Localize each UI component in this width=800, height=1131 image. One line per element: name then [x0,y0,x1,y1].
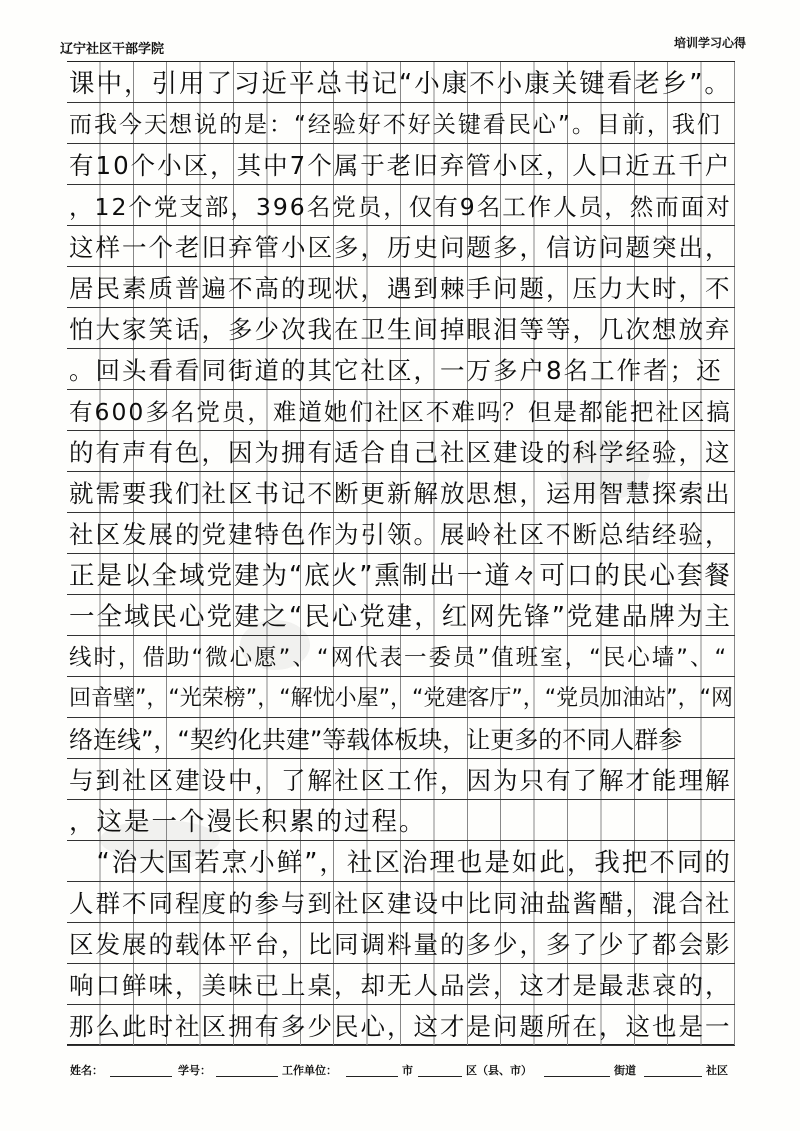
line-text: 社区发展的党建特色作为引领。展岭社区不断总结经验， [69,520,732,549]
text-line [67,800,735,841]
text-line [67,226,735,267]
line-text: 回音壁”，“光荣榜”，“解忧小屋”，“党建客厅”，“党员加油站”，“网 [69,686,733,711]
community-field [644,1076,702,1077]
line-text: 响口鲜味，美味已上桌，却无人品尝，这才是最悲哀的， [69,971,732,1000]
student-id-label: 学号： [178,1064,211,1077]
text-line [67,472,735,513]
text-line [67,144,735,185]
writing-grid [67,61,735,1045]
community-label: 社区 [706,1064,728,1077]
line-text: 线时，借助“微心愿”、“网代表一委员”值班室，“民心墙”、“ [69,645,729,671]
document-type: 培训学习心得 [673,36,746,50]
line-text: 那么此时社区拥有多少民心，这才是问题所在，这也是一 [69,1012,732,1041]
text-line [67,841,735,882]
text-line [67,677,735,718]
district-field [418,1076,462,1077]
text-line [67,185,735,226]
line-text: 有600多名党员，难道她们社区不难吗？但是都能把社区搞 [69,398,732,426]
work-unit-label: 工作单位： [282,1064,337,1077]
text-line [67,349,735,390]
text-line [67,267,735,308]
line-text: 就需要我们社区书记不断更新解放思想，运用智慧探索出 [69,479,732,508]
line-text: 怕大家笑话，多少次我在卫生间掉眼泪等等，几次想放弃 [69,315,732,344]
text-line [67,513,735,554]
text-line [67,554,735,595]
line-text: 一全域民心党建之“民心党建，红网先锋”党建品牌为主 [69,602,732,632]
name-field [110,1076,172,1077]
district-label: 区（县、市） [466,1064,532,1077]
city-field [346,1076,398,1077]
text-line [67,431,735,472]
text-line [67,1005,735,1046]
line-text: 络连线”，“契约化共建”等载体板块，让更多的不同人群参 [69,726,683,754]
line-text: 有10个小区，其中7个属于老旧弃管小区，人口近五千户 [69,151,732,180]
student-id-field [216,1076,278,1077]
text-line [67,595,735,636]
text-line [67,636,735,677]
page-header [48,26,752,56]
line-text: 课中，引用了习近平总书记“小康不小康关键看老乡”。 [69,69,732,99]
city-label: 市 [402,1064,413,1077]
line-text: 正是以全域党建为“底火”熏制出一道々可口的民心套餐 [69,561,732,591]
name-label: 姓名： [70,1064,103,1077]
line-text: ，12个党支部，396名党员，仅有9名工作人员，然而面对 [69,193,732,221]
line-text: 这样一个老旧弃管小区多，历史问题多，信访问题突出， [69,233,732,262]
text-line [67,62,735,103]
text-line [67,390,735,431]
line-text: ，这是一个漫长积累的过程。 [69,807,427,837]
line-text: 居民素质普遍不高的现状，遇到棘手问题，压力大时，不 [69,274,732,303]
text-line [67,718,735,759]
text-line [67,964,735,1005]
text-line [67,308,735,349]
line-text: 的有声有色，因为拥有适合自己社区建设的科学经验，这 [69,438,732,467]
line-text: 而我今天想说的是：“经验好不好关键看民心”。目前，我们 [69,112,722,138]
line-text: 人群不同程度的参与到社区建设中比同油盐酱醋，混合社 [69,889,732,918]
text-line [67,759,735,800]
page-footer [70,1056,750,1086]
street-label: 街道 [614,1064,636,1077]
text-line [67,923,735,964]
text-line [67,882,735,923]
school-name: 辽宁社区干部学院 [60,42,165,57]
line-text: “治大国若烹小鲜”，社区治理也是如此，我把不同的 [69,848,732,878]
line-text: 与到社区建设中，了解社区工作，因为只有了解才能理解 [69,766,732,795]
text-line [67,103,735,144]
street-field [544,1076,610,1077]
line-text: 区发展的载体平台，比同调料量的多少，多了少了都会影 [69,930,732,959]
line-text: 。回头看看同街道的其它社区，一万多户8名工作者；还 [69,356,723,385]
